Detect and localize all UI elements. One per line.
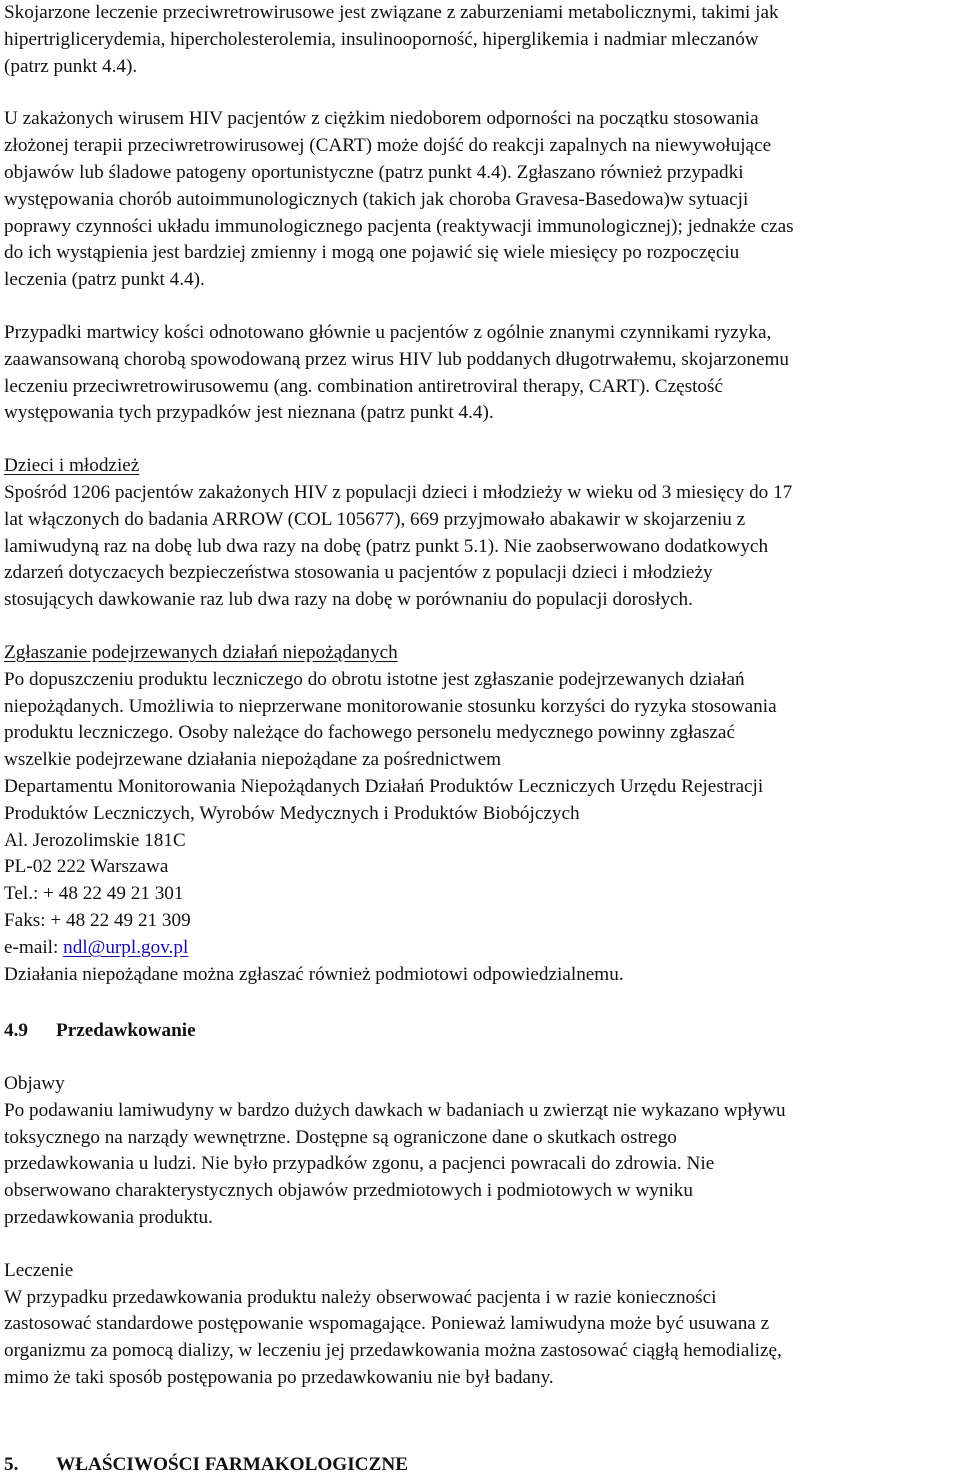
text-line: leczeniu przeciwretrowirusowemu (ang. combination antiretroviral therapy, CART). Częstość [4, 375, 724, 397]
text-line: zastosować standardowe postępowanie wspomagające. Ponieważ lamiwudyna może być usuwana z [4, 1313, 770, 1335]
text-line: leczenia (patrz punkt 4.4). [4, 269, 205, 291]
paragraph-metabolic [4, 0, 956, 80]
section-number: 4.9 [4, 1020, 28, 1042]
text-line: lat włączonych do badania ARROW (COL 105677), 669 przyjmowało abakawir w skojarzeniu z [4, 508, 746, 530]
subheading-reporting: Zgłaszanie podejrzewanych działań niepożądanych [4, 641, 398, 663]
text-line: hipertriglicerydemia, hipercholesterolemia, insulinooporność, hiperglikemia i nadmiar mleczanów [4, 28, 759, 50]
section-heading-4-9 [4, 1018, 956, 1045]
fax-number: Faks: + 48 22 49 21 309 [4, 909, 191, 931]
text-line: Skojarzone leczenie przeciwretrowirusowe jest związane z zaburzeniami metabolicznymi, takimi jak [4, 2, 779, 23]
section-number: 5. [4, 1453, 19, 1475]
email-line [4, 935, 956, 962]
text-line: (patrz punkt 4.4). [4, 55, 138, 77]
subheading-symptoms: Objawy [4, 1073, 65, 1095]
text-line: produktu leczniczego. Osoby należące do fachowego personelu medycznego powinny zgłaszać [4, 722, 735, 744]
paragraph-treatment [4, 1285, 956, 1392]
paragraph-osteonecrosis [4, 320, 956, 427]
text-line: do ich wystąpienia jest bardziej zmienny i mogą one pojawić się wiele miesięcy po rozpoczęciu [4, 242, 740, 264]
text-line: niepożądanych. Umożliwia to nieprzerwane monitorowanie stosunku korzyści do ryzyka stosowania [4, 695, 777, 717]
text-line: występowania tych przypadków jest nieznana (patrz punkt 4.4). [4, 402, 494, 424]
email-link[interactable]: ndl@urpl.gov.pl [63, 936, 189, 958]
text-line: przedawkowania u ludzi. Nie było przypadków zgonu, a pacjenci powracali do zdrowia. Nie [4, 1153, 715, 1175]
paragraph-symptoms [4, 1098, 956, 1232]
email-label: e-mail: [4, 936, 64, 958]
section-title: WŁAŚCIWOŚCI FARMAKOLOGICZNE [56, 1453, 408, 1475]
text-line: występowania chorób autoimmunologicznych (takich jak choroba Gravesa-Basedowa)w sytuacji [4, 188, 749, 210]
paragraph-reporting [4, 667, 956, 989]
paragraph-immune-reactivation [4, 106, 956, 294]
text-line: przedawkowania produktu. [4, 1207, 213, 1229]
text-line: W przypadku przedawkowania produktu należy obserwować pacjenta i w razie konieczności [4, 1286, 717, 1308]
text-line: mimo że taki sposób postępowania po przedawkowaniu nie był badany. [4, 1367, 554, 1389]
section-title: Przedawkowanie [56, 1020, 196, 1042]
text-line: Produktów Leczniczych, Wyrobów Medycznych i Produktów Biobójczych [4, 802, 580, 824]
text-line: lamiwudyną raz na dobę lub dwa razy na dobę (patrz punkt 5.1). Nie zaobserwowano dodatkowych [4, 535, 769, 557]
text-line: zaawansowaną chorobą spowodowaną przez wirus HIV lub poddanych długotrwałemu, skojarzonemu [4, 348, 790, 370]
text-line: wszelkie podejrzewane działania niepożądane za pośrednictwem [4, 749, 502, 771]
text-line: Departamentu Monitorowania Niepożądanych Działań Produktów Leczniczych Urzędu Rejestracji [4, 775, 764, 797]
subheading-treatment: Leczenie [4, 1259, 74, 1281]
text-line: stosujących dawkowanie raz lub dwa razy na dobę w porównaniu do populacji dorosłych. [4, 589, 693, 611]
text-line: obserwowano charakterystycznych objawów przedmiotowych i podmiotowych w wyniku [4, 1180, 693, 1202]
text-line: toksycznego na narządy wewnętrzne. Dostępne są ograniczone dane o skutkach ostrego [4, 1126, 677, 1148]
address-street: Al. Jerozolimskie 181C [4, 829, 186, 851]
text-line: Po dopuszczeniu produktu leczniczego do obrotu istotne jest zgłaszanie podejrzewanych działań [4, 668, 745, 690]
text-line: Spośród 1206 pacjentów zakażonych HIV z populacji dzieci i młodzieży w wieku od 3 miesięcy do 17 [4, 481, 793, 503]
text-line: Po podawaniu lamiwudyny w bardzo dużych dawkach w badaniach u zwierząt nie wykazano wpływu [4, 1099, 786, 1121]
text-line: objawów lub śladowe patogeny oportunistyczne (patrz punkt 4.4). Zgłaszano również przypadki [4, 161, 744, 183]
phone-number: Tel.: + 48 22 49 21 301 [4, 883, 184, 905]
text-line: Działania niepożądane można zgłaszać również podmiotowi odpowiedzialnemu. [4, 963, 624, 985]
text-line: poprawy czynności układu immunologicznego pacjenta (reaktywacji immunologicznej); jednakże czas [4, 215, 794, 237]
paragraph-children [4, 480, 956, 614]
address-city: PL-02 222 Warszawa [4, 856, 169, 878]
text-line: Przypadki martwicy kości odnotowano głównie u pacjentów z ogólnie znanymi czynnikami ryzyka, [4, 321, 772, 343]
text-line: zdarzeń dotyczacych bezpieczeństwa stosowania u pacjentów z populacji dzieci i młodzieży [4, 562, 713, 584]
text-line: organizmu za pomocą dializy, w leczeniu jej przedawkowania można zastosować ciągłą hemodializę, [4, 1340, 782, 1362]
text-line: U zakażonych wirusem HIV pacjentów z ciężkim niedoborem odporności na początku stosowania [4, 108, 759, 130]
subheading-children: Dzieci i młodzież [4, 455, 140, 477]
text-line: złożonej terapii przeciwretrowirusowej (CART) może dojść do reakcji zapalnych na niewywołujące [4, 135, 772, 157]
